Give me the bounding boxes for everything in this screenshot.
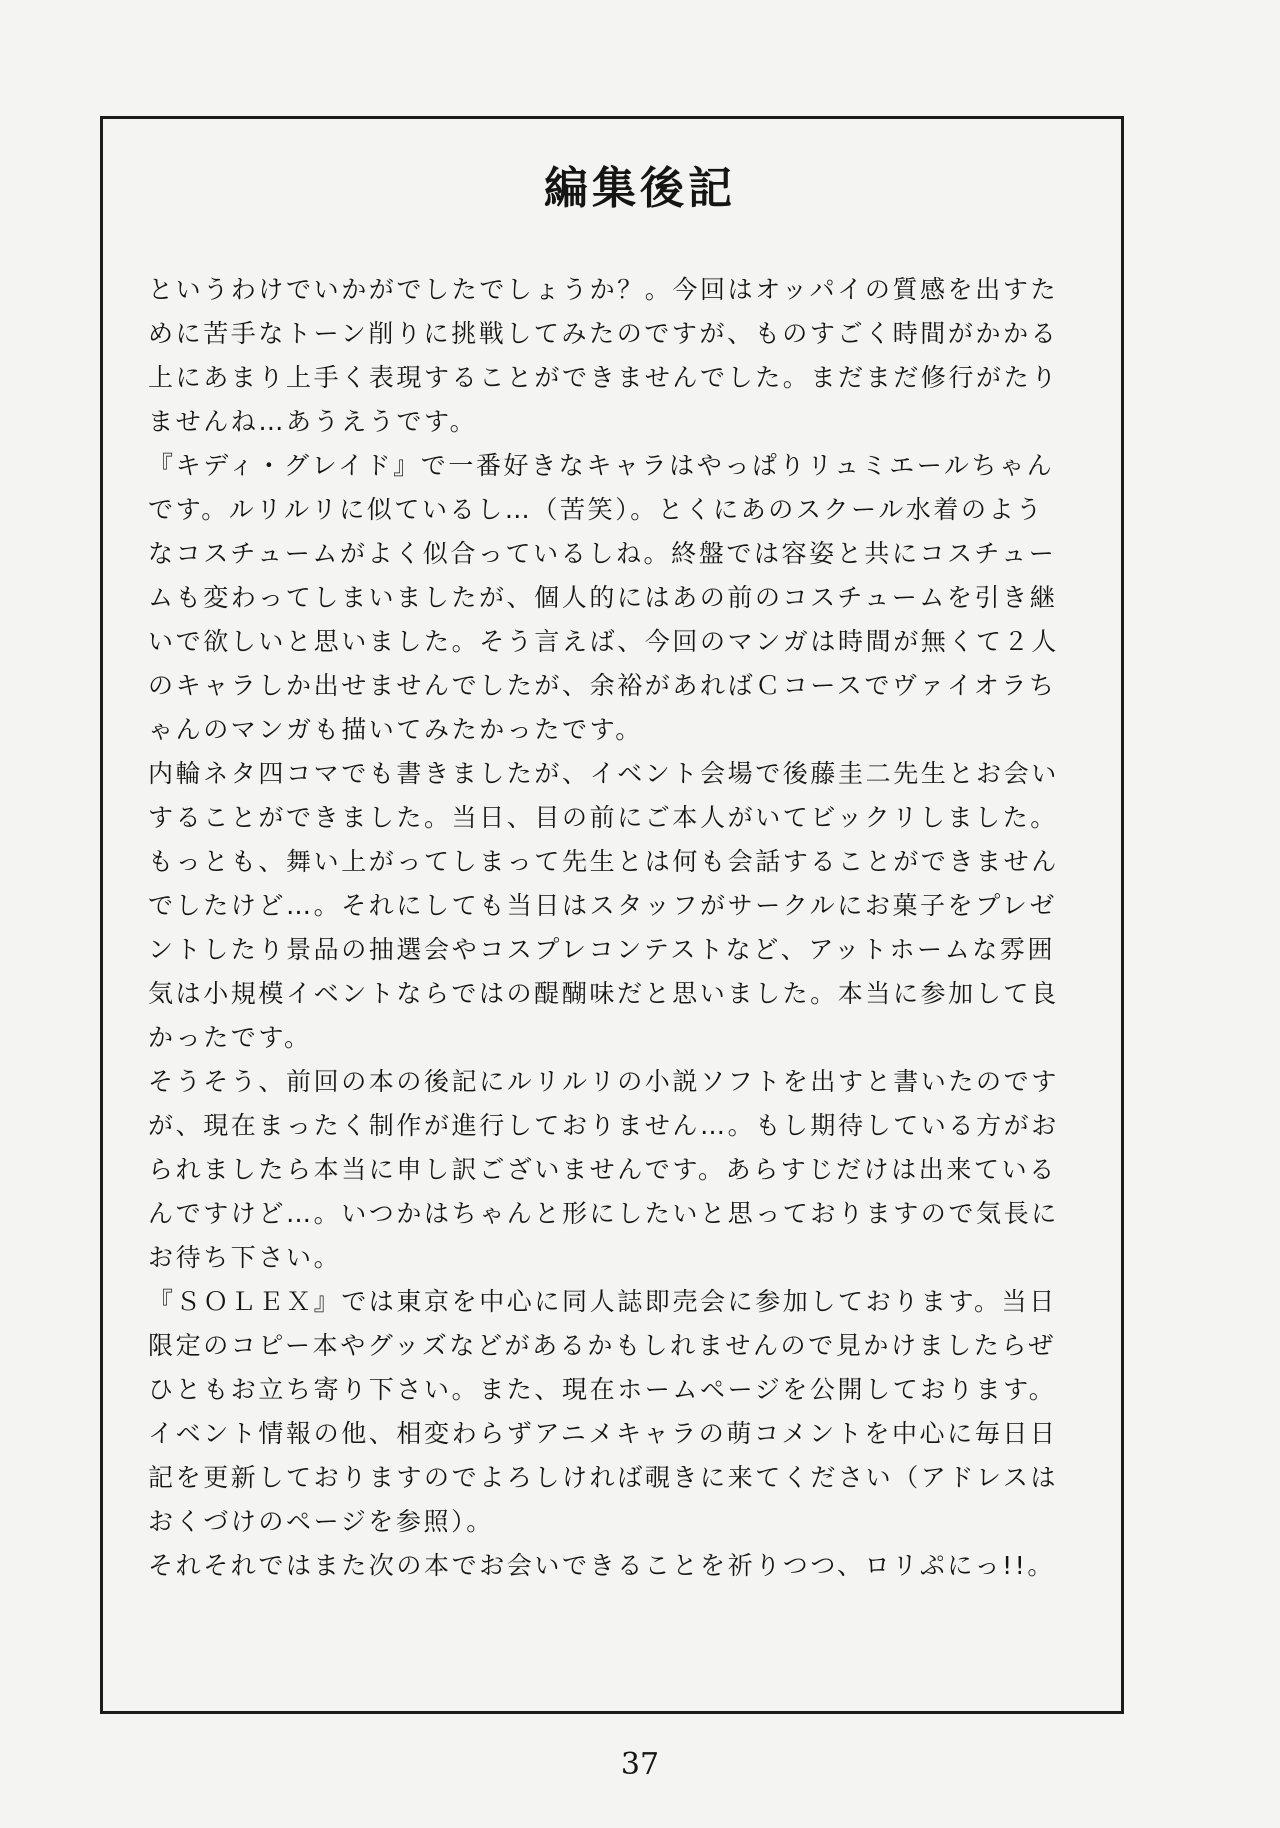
text-line: することができました。当日、目の前にご本人がいてビックリしました。 [148, 803, 1058, 832]
text-line: ムも変わってしまいましたが、個人的にはあの前のコスチュームを引き継 [148, 583, 1058, 612]
text-line: が、現在まったく制作が進行しておりません…。もし期待している方がお [148, 1111, 1059, 1140]
afterword-body [148, 268, 1136, 1588]
text-line: 『キディ・グレイド』で一番好きなキャラはやっぱりリュミエールちゃん [148, 451, 1055, 480]
text-line: というわけでいかがでしたでしょうか？。今回はオッパイの質感を出すた [148, 275, 1059, 304]
text-line: 記を更新しておりますのでよろしければ覗きに来てください（アドレスは [148, 1463, 1059, 1492]
text-line: かったです。 [148, 1023, 312, 1052]
text-line: そうそう、前回の本の後記にルリルリの小説ソフトを出すと書いたのです [148, 1067, 1059, 1096]
text-line: お待ち下さい。 [148, 1243, 342, 1272]
text-line: ひともお立ち寄り下さい。また、現在ホームページを公開しております。 [148, 1375, 1057, 1404]
text-line: られましたら本当に申し訳ございませんです。あらすじだけは出来ている [148, 1155, 1057, 1184]
text-line: ゃんのマンガも描いてみたかったです。 [148, 715, 643, 744]
text-line: 上にあまり上手く表現することができませんでした。まだまだ修行がたり [148, 363, 1059, 392]
text-line: おくづけのページを参照）。 [148, 1507, 494, 1536]
text-line: めに苦手なトーン削りに挑戦してみたのですが、ものすごく時間がかかる [148, 319, 1059, 348]
text-line: 限定のコピー本やグッズなどがあるかもしれませんので見かけましたらぜ [148, 1331, 1056, 1360]
page-title: 編集後記 [544, 163, 736, 214]
text-line: です。ルリルリに似ているし…（苦笑）。とくにあのスクール水着のよう [148, 495, 1044, 524]
text-line: いで欲しいと思いました。そう言えば、今回のマンガは時間が無くて２人 [148, 627, 1059, 656]
page-number: 37 [620, 1747, 660, 1782]
text-line: 『ＳＯＬＥＸ』では東京を中心に同人誌即売会に参加しております。当日 [148, 1287, 1057, 1316]
text-line: ントしたり景品の抽選会やコスプレコンテストなど、アットホームな雰囲 [148, 935, 1056, 964]
text-line: もっとも、舞い上がってしまって先生とは何も会話することができません [148, 847, 1059, 876]
text-line: それそれではまた次の本でお会いできることを祈りつつ、ロリぷにっ!!。 [148, 1551, 1055, 1580]
text-line: ませんね…あうえうです。 [148, 407, 478, 436]
text-line: 気は小規模イベントならではの醍醐味だと思いました。本当に参加して良 [148, 979, 1059, 1008]
text-line: んですけど…。いつかはちゃんと形にしたいと思っておりますので気長に [148, 1199, 1059, 1228]
text-line: イベント情報の他、相変わらずアニメキャラの萌コメントを中心に毎日日 [148, 1419, 1058, 1448]
text-line: 内輪ネタ四コマでも書きましたが、イベント会場で後藤圭二先生とお会い [148, 759, 1059, 788]
text-line: でしたけど…。それにしても当日はスタッフがサークルにお菓子をプレゼ [148, 891, 1058, 920]
text-line: なコスチュームがよく似合っているしね。終盤では容姿と共にコスチュー [148, 539, 1057, 568]
text-line: のキャラしか出せませんでしたが、余裕があればＣコースでヴァイオラち [148, 671, 1057, 700]
